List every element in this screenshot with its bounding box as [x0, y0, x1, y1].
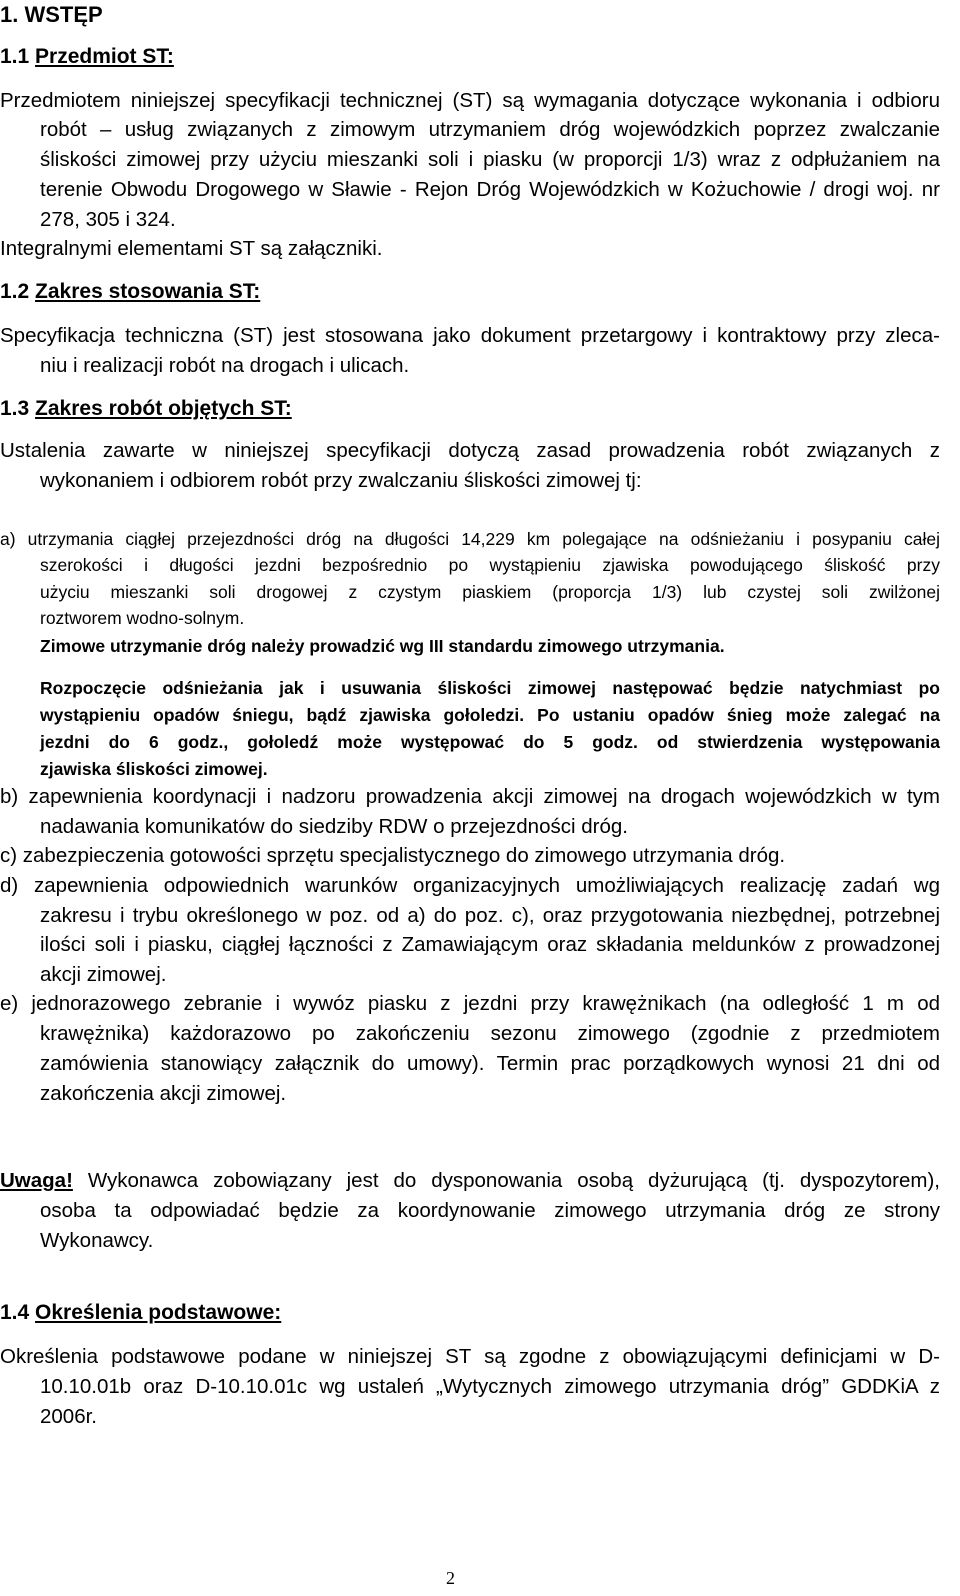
paragraph-line: 2006r. — [40, 1405, 97, 1428]
list-item-a-line: szerokości i długości jezdni bezpośrednio po wystąpieniu zjawiska powodującego śliskość przy — [40, 555, 940, 575]
list-item-a-line: roztworem wodno-solnym. — [40, 608, 245, 628]
main-heading: 1. WSTĘP — [0, 2, 103, 27]
list-item-e-line: zakończenia akcji zimowej. — [40, 1082, 287, 1105]
list-item-b-line: b) zapewnienia koordynacji i nadzoru prowadzenia akcji zimowej na drogach wojewódzkich w tym — [0, 785, 940, 808]
section-1-1-heading: 1.1 Przedmiot ST: — [0, 45, 174, 68]
paragraph-line: Przedmiotem niniejszej specyfikacji technicznej (ST) są wymagania dotyczące wykonania i odbioru — [0, 89, 940, 112]
bold-paragraph-line: Rozpoczęcie odśnieżania jak i usuwania śliskości zimowej następować będzie natychmiast po — [40, 678, 940, 698]
note-line: Wykonawcy. — [40, 1229, 154, 1252]
paragraph-line: wykonaniem i odbiorem robót przy zwalczaniu śliskości zimowej tj: — [40, 469, 642, 492]
list-item-a-line: użyciu mieszanki soli drogowej z czystym piaskiem (proporcja 1/3) lub czystej soli zwilżonej — [40, 582, 940, 602]
bold-paragraph-line: wystąpieniu opadów śniegu, bądź zjawiska gołoledzi. Po ustaniu opadów śnieg może zalegać na — [40, 705, 940, 725]
paragraph-line: Integralnymi elementami ST są załączniki. — [0, 237, 383, 260]
paragraph-line: śliskości zimowej przy użyciu mieszanki soli i piasku (w proporcji 1/3) wraz z odpłużaniem na — [40, 148, 940, 171]
list-item-b-line: nadawania komunikatów do siedziby RDW o przejezdności dróg. — [40, 815, 628, 838]
section-1-2-heading: 1.2 Zakres stosowania ST: — [0, 280, 261, 303]
list-item-e-line: zamówienia stanowiący załącznik do umowy). Termin prac porządkowych wynosi 21 dni od — [40, 1052, 940, 1075]
list-item-d-line: ilości soli i piasku, ciągłej łączności z Zamawiającym oraz składania meldunków z prowadzonej — [40, 933, 940, 956]
paragraph-line: robót – usług związanych z zimowym utrzymaniem dróg wojewódzkich poprzez zwalczanie — [40, 118, 940, 141]
section-1-4-heading: 1.4 Określenia podstawowe: — [0, 1301, 282, 1324]
note-label: Uwaga! — [0, 1169, 73, 1192]
page-number: 2 — [446, 1568, 455, 1588]
paragraph-line: 10.10.01b oraz D-10.10.01c wg ustaleń „Wytycznych zimowego utrzymania dróg” GDDKiA z — [40, 1375, 940, 1398]
note-line: osoba ta odpowiadać będzie za koordynowanie zimowego utrzymania dróg ze strony — [40, 1199, 940, 1222]
paragraph-line: Ustalenia zawarte w niniejszej specyfikacji dotyczą zasad prowadzenia robót związanych z — [0, 439, 940, 462]
bold-paragraph-line: jezdni do 6 godz., gołoledź może występować do 5 godz. od stwierdzenia występowania — [40, 732, 940, 752]
paragraph-line: Określenia podstawowe podane w niniejszej ST są zgodne z obowiązującymi definicjami w D- — [0, 1345, 940, 1368]
paragraph-line: Specyfikacja techniczna (ST) jest stosowana jako dokument przetargowy i kontraktowy przy zleca- — [0, 324, 940, 347]
paragraph-line: terenie Obwodu Drogowego w Sławie - Rejon Dróg Wojewódzkich w Kożuchowie / drogi woj. nr — [40, 178, 940, 201]
paragraph-line: 278, 305 i 324. — [40, 208, 176, 231]
list-item-d-line: zakresu i trybu określonego w poz. od a) do poz. c), oraz przygotowania niezbędnej, potrzebnej — [40, 904, 940, 927]
list-item-a-line: a) utrzymania ciągłej przejezdności dróg na długości 14,229 km polegające na odśnieżaniu i posypaniu całej — [0, 529, 940, 549]
bold-standard-line: Zimowe utrzymanie dróg należy prowadzić wg III standardu zimowego utrzymania. — [40, 636, 725, 656]
list-item-e-line: e) jednorazowego zebranie i wywóz piasku z jezdni przy krawężnikach (na odległość 1 m od — [0, 992, 940, 1015]
list-item-c: c) zabezpieczenia gotowości sprzętu specjalistycznego do zimowego utrzymania dróg. — [0, 844, 786, 867]
section-1-3-heading: 1.3 Zakres robót objętych ST: — [0, 397, 292, 420]
note-line: Uwaga! Wykonawca zobowiązany jest do dysponowania osobą dyżurującą (tj. dyspozytorem), — [0, 1169, 940, 1192]
paragraph-line: niu i realizacji robót na drogach i ulicach. — [40, 354, 410, 377]
list-item-d-line: d) zapewnienia odpowiednich warunków organizacyjnych umożliwiających realizację zadań wg — [0, 874, 940, 897]
bold-paragraph-line: zjawiska śliskości zimowej. — [40, 759, 268, 779]
list-item-e-line: krawężnika) każdorazowo po zakończeniu sezonu zimowego (zgodnie z przedmiotem — [40, 1022, 940, 1045]
list-item-d-line: akcji zimowej. — [40, 963, 167, 986]
